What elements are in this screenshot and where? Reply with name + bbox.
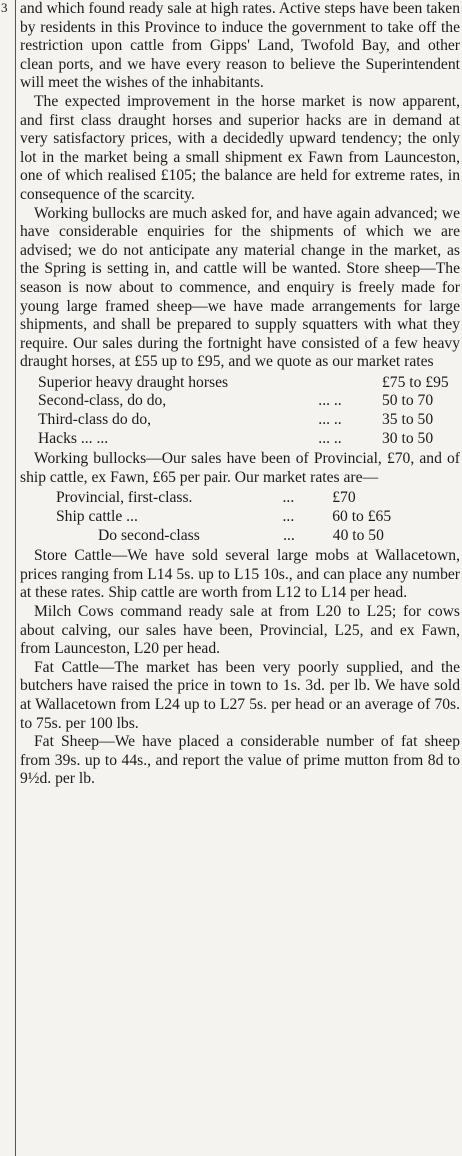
rate-value: 60 to £65	[332, 508, 392, 526]
table-row	[20, 489, 460, 508]
gutter-mark: 3	[1, 0, 8, 15]
horse-rates-table	[20, 374, 460, 448]
column-rule	[15, 0, 16, 1156]
rate-label: Third-class do do,	[38, 411, 152, 429]
rate-label: Second-class, do do,	[38, 392, 167, 410]
rate-dots	[310, 374, 350, 393]
rate-dots: ... ..	[318, 411, 342, 429]
rate-value: £70	[332, 489, 356, 507]
rate-label: Provincial, first-class.	[56, 489, 193, 507]
rate-value: 40 to 50	[332, 526, 384, 544]
article-column	[20, 0, 460, 789]
paragraph-fat-cattle: Fat Cattle—The market has been very poorly supplied, and the butchers have raised the price in town to 1s. 3d. per lb. We have sold at Wallacetown from L24 up to L27 5s. per head or an average of 70s. to 75s. per 100 lbs.	[20, 658, 460, 732]
paragraph-horse-market: The expected improvement in the horse market is now apparent, and first class draught horses and superior hacks are in demand at very satisfactory prices, with a decidedly upward tendency; the only lot in the market being a small shipment ex Fawn from Launceston, one of which realised £105; the balance are held for extreme rates, in consequence of the scarcity.	[20, 92, 460, 203]
rate-dots: ... ..	[318, 392, 342, 410]
rate-value: 30 to 50	[382, 429, 434, 447]
bullock-rates-table	[20, 489, 460, 545]
rate-value: 50 to 70	[382, 392, 434, 410]
paragraph-fat-sheep: Fat Sheep—We have placed a considerable number of fat sheep from 39s. up to 44s., and report the value of prime mutton from 8d to 9½d. per lb.	[20, 733, 460, 788]
table-row	[20, 392, 460, 411]
table-row	[20, 430, 460, 449]
left-gutter	[0, 0, 16, 1156]
paragraph-working-bullocks: Working bullocks are much asked for, and have again advanced; we have considerable enquiries for the shipments of which we are advised; we do not anticipate any material change in the market, as the Spring is setting in, and cattle will be wanted. Store sheep—The season is now about to commence, and enquiry is freely made for young large framed sheep—we have made arrangements for large shipments, and shall be prepared to supply squatters with what they require. Our sales during the fortnight have consisted of a few heavy draught horses, at £55 up to £95, and we quote as our market rates	[20, 204, 460, 371]
table-row	[20, 527, 460, 546]
rate-value: £75 to £95	[382, 373, 449, 391]
rate-dots: ...	[282, 508, 295, 526]
rate-dots: ...	[282, 489, 295, 507]
paragraph-restriction: and which found ready sale at high rates. Active steps have been taken by residents in this Province to induce the government to take off the restriction upon cattle from Gipps' Land, Twofold Bay, and other clean ports, and we have every reason to believe the Superintendent will meet the wishes of the inhabitants.	[20, 0, 460, 92]
rate-label: Superior heavy draught horses	[38, 373, 229, 391]
rate-dots: ...	[283, 526, 295, 544]
table-row	[20, 508, 460, 527]
paragraph-milch-cows: Milch Cows command ready sale at from L20 to L25; for cows about calving, our sales have been, Provincial, L25, and ex Fawn, from Launceston, L20 per head.	[20, 603, 460, 658]
table-row	[20, 411, 460, 430]
rate-label: Ship cattle ...	[56, 508, 138, 526]
paragraph-bullock-sales: Working bullocks—Our sales have been of Provincial, £70, and of ship cattle, ex Fawn, £65 per pair. Our market rates are—	[20, 450, 460, 486]
rate-dots: ... ..	[318, 429, 342, 447]
paragraph-store-cattle: Store Cattle—We have sold several large mobs at Wallacetown, prices ranging from L14 5s. up to L15 10s., and can place any number at these rates. Ship cattle are worth from L12 to L14 per head.	[20, 547, 460, 602]
rate-label: Hacks ... ...	[38, 429, 109, 447]
rate-value: 35 to 50	[382, 411, 434, 429]
rate-label: Do second-class	[98, 526, 200, 544]
table-row	[20, 374, 460, 393]
